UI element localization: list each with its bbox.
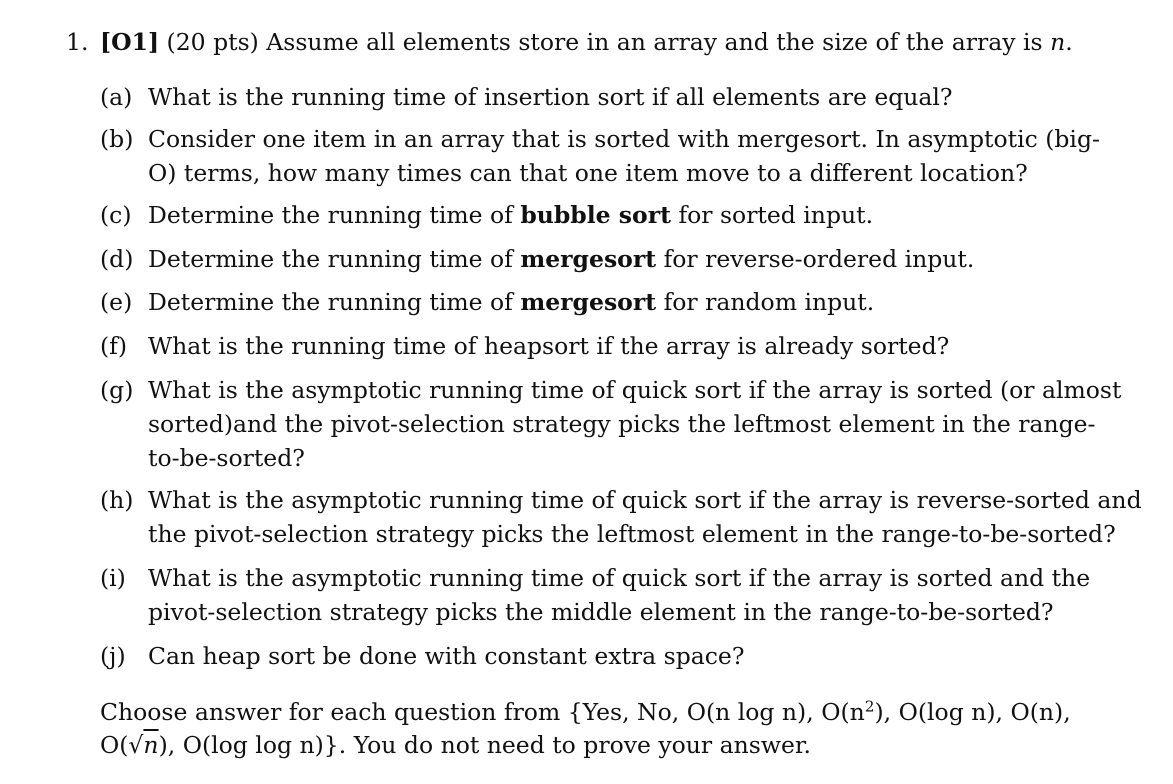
item-c-text — [148, 201, 873, 229]
item-a-label: (a) — [100, 83, 133, 111]
problem-header — [100, 28, 1073, 56]
item-d-pre: Determine the running time of — [148, 245, 513, 273]
problem-number: 1. — [66, 28, 89, 56]
item-e-bold: mergesort — [520, 288, 657, 316]
item-b-text-line1: Consider one item in an array that is sorted with mergesort. In asymptotic (big- — [148, 125, 1100, 153]
item-e-label: (e) — [100, 288, 133, 316]
item-d-text — [148, 245, 974, 273]
item-a-text: What is the running time of insertion sort if all elements are equal? — [148, 83, 953, 111]
answer-lead: Choose answer for each question from {Yes, No, — [100, 698, 680, 726]
answer-opt-loglogn: O(log log n)}. — [182, 731, 347, 759]
item-i-label: (i) — [100, 564, 126, 592]
answer-choices-line2 — [100, 731, 811, 759]
problem-intro-var: n — [1050, 28, 1066, 56]
answer-opt-sqrtn-pre: O(√ — [100, 731, 144, 759]
item-g-text-line3: to-be-sorted? — [148, 444, 305, 472]
answer-opt-nlogn: O(n log n), — [686, 698, 814, 726]
item-j-label: (j) — [100, 642, 126, 670]
problem-points: (20 pts) — [166, 28, 259, 56]
item-j-text: Can heap sort be done with constant extra space? — [148, 642, 745, 670]
answer-opt-n2 — [821, 698, 891, 726]
item-g-label: (g) — [100, 376, 134, 404]
answer-opt-n: O(n), — [1010, 698, 1071, 726]
item-h-text-line1: What is the asymptotic running time of quick sort if the array is reverse-sorted and — [148, 486, 1142, 514]
item-c-bold: bubble sort — [520, 201, 671, 229]
answer-opt-sqrtn-var: n — [143, 731, 159, 759]
item-g-text-line2: sorted)and the pivot-selection strategy picks the leftmost element in the range- — [148, 410, 1096, 438]
item-i-text-line1: What is the asymptotic running time of quick sort if the array is sorted and the — [148, 564, 1091, 592]
answer-opt-logn: O(log n), — [898, 698, 1003, 726]
item-d-bold: mergesort — [520, 245, 657, 273]
item-d-label: (d) — [100, 245, 134, 273]
answer-opt-sqrtn-post: ), — [158, 731, 176, 759]
answer-opt-n2-sup: 2 — [864, 697, 875, 716]
item-i-text-line2: pivot-selection strategy picks the middle element in the range-to-be-sorted? — [148, 598, 1054, 626]
item-h-text-line2: the pivot-selection strategy picks the leftmost element in the range-to-be-sorted? — [148, 520, 1116, 548]
item-c-pre: Determine the running time of — [148, 201, 513, 229]
item-e-pre: Determine the running time of — [148, 288, 513, 316]
item-c-post: for sorted input. — [678, 201, 874, 229]
item-e-text — [148, 288, 874, 316]
item-c-label: (c) — [100, 201, 132, 229]
answer-opt-n2-post: ), — [874, 698, 892, 726]
item-e-post: for random input. — [663, 288, 875, 316]
answer-tail: You do not need to prove your answer. — [353, 731, 811, 759]
answer-opt-n2-pre: O(n — [821, 698, 865, 726]
problem-tag: [O1] — [100, 28, 160, 56]
item-f-text: What is the running time of heapsort if the array is already sorted? — [148, 332, 950, 360]
item-d-post: for reverse-ordered input. — [663, 245, 975, 273]
item-b-text-line2: O) terms, how many times can that one item move to a different location? — [148, 159, 1028, 187]
item-g-text-line1: What is the asymptotic running time of quick sort if the array is sorted (or almost — [148, 376, 1122, 404]
item-f-label: (f) — [100, 332, 128, 360]
answer-choices-line1 — [100, 698, 1071, 726]
answer-opt-sqrtn — [100, 731, 175, 759]
item-h-label: (h) — [100, 486, 134, 514]
problem-intro: Assume all elements store in an array and the size of the array is — [266, 28, 1043, 56]
problem-intro-end: . — [1065, 28, 1073, 56]
item-b-label: (b) — [100, 125, 134, 153]
